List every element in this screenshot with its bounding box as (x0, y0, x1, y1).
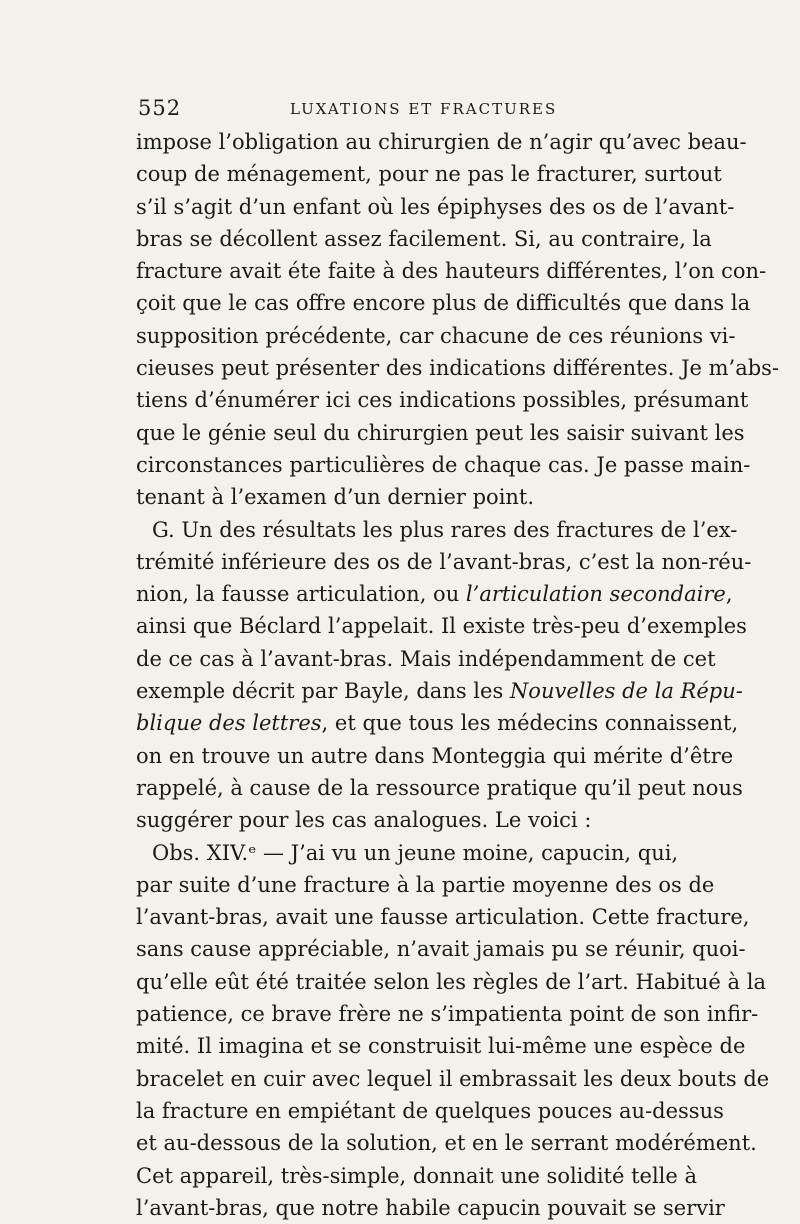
text-line (136, 1030, 746, 1062)
line-text: fracture avait éte faite à des hauteurs différentes, l’on con- (136, 259, 767, 284)
text-line (136, 643, 716, 675)
text-line (136, 772, 743, 804)
line-text: on en trouve un autre dans Monteggia qui mérite d’être (136, 743, 734, 768)
text-line (136, 578, 733, 610)
text-line (136, 933, 746, 965)
line-text: l’avant-bras, avait une fausse articulation. Cette fracture, (136, 905, 750, 930)
line-text: suggérer pour les cas analogues. Le voici : (136, 808, 592, 833)
text-line (136, 223, 712, 255)
body-text (136, 126, 780, 1220)
text-line (136, 191, 735, 223)
text-line (136, 514, 738, 546)
line-text: qu’elle eût été traitée selon les règles de l’art. Habitué à la (136, 969, 766, 994)
line-text: trémité inférieure des os de l’avant-bras, c’est la non-réu- (136, 549, 752, 574)
line-text: impose l’obligation au chirurgien de n’agir qu’avec beau- (136, 130, 747, 154)
text-line (136, 126, 747, 158)
line-text: bracelet en cuir avec lequel il embrassait les deux bouts de (136, 1066, 770, 1091)
text-line (136, 1063, 770, 1095)
line-text: patience, ce brave frère ne s’impatienta point de son infir- (136, 1002, 759, 1027)
text-line (136, 546, 752, 578)
line-text: rappelé, à cause de la ressource pratique qu’il peut nous (136, 775, 743, 800)
line-text: de ce cas à l’avant-bras. Mais indépendamment de cet (136, 646, 716, 671)
line-text-after: , et que tous les médecins connaissent, (321, 711, 739, 736)
line-text: que le génie seul du chirurgien peut les saisir suivant les (136, 420, 745, 445)
line-text: l’avant-bras, que notre habile capucin pouvait se servir (136, 1195, 725, 1220)
text-line (136, 481, 668, 513)
line-text: s’il s’agit d’un enfant où les épiphyses des os de l’avant- (136, 194, 735, 219)
text-line (136, 320, 736, 352)
text-line (136, 837, 679, 869)
line-text: tenant à l’examen d’un dernier point. (136, 485, 535, 510)
line-text: exemple décrit par Bayle, dans les (136, 679, 504, 704)
text-line (136, 255, 767, 287)
line-text: la fracture en empiétant de quelques pouces au-dessus (136, 1098, 724, 1123)
line-text: ainsi que Béclard l’appelait. Il existe très-peu d’exemples (136, 614, 747, 639)
text-line (136, 610, 747, 642)
text-line (136, 417, 745, 449)
line-text: Cet appareil, très-simple, donnait une solidité telle à (136, 1163, 698, 1188)
text-line (136, 675, 743, 707)
text-line (136, 901, 750, 933)
text-line (136, 998, 759, 1030)
line-text: et au-dessous de la solution, et en le serrant modérément. (136, 1131, 757, 1156)
text-line (136, 352, 780, 384)
line-text: supposition précédente, car chacune de ces réunions vi- (136, 323, 736, 348)
line-text-after: , (725, 582, 733, 607)
text-line (136, 1127, 757, 1159)
line-text: par suite d’une fracture à la partie moyenne des os de (136, 872, 715, 897)
text-line (136, 869, 715, 901)
italic-text: l’articulation secondaire (465, 582, 726, 607)
italic-text: blique des lettres (136, 711, 322, 736)
line-text: mité. Il imagina et se construisit lui-même une espèce de (136, 1034, 746, 1059)
text-line (136, 449, 751, 481)
line-text: G. Un des résultats les plus rares des fractures de l’ex- (152, 517, 738, 542)
text-line (136, 707, 739, 739)
text-line (136, 1095, 724, 1127)
line-text: tiens d’énumérer ici ces indications possibles, présumant (136, 388, 749, 413)
line-text: coup de ménagement, pour ne pas le fracturer, surtout (136, 162, 722, 187)
text-line (136, 384, 749, 416)
italic-text: Nouvelles de la Répu- (509, 679, 743, 704)
line-text: bras se décollent assez facilement. Si, au contraire, la (136, 226, 712, 251)
text-line (136, 804, 668, 836)
text-line (136, 740, 734, 772)
line-text: circonstances particulières de chaque cas. Je passe main- (136, 452, 751, 477)
line-text: sans cause appréciable, n’avait jamais pu se réunir, quoi- (136, 937, 746, 962)
text-line (136, 158, 722, 190)
line-text: çoit que le cas offre encore plus de difficultés que dans la (136, 291, 751, 316)
line-text: nion, la fausse articulation, ou (136, 582, 460, 607)
text-line (136, 1192, 725, 1224)
page-header (138, 96, 668, 126)
text-line (136, 966, 766, 998)
text-line (136, 287, 751, 319)
line-text: Obs. XIV.ᵉ — J’ai vu un jeune moine, capucin, qui, (152, 840, 679, 865)
running-title: LUXATIONS ET FRACTURES (290, 100, 558, 118)
line-text: cieuses peut présenter des indications différentes. Je m’abs- (136, 356, 780, 381)
text-line (136, 1160, 698, 1192)
page-number: 552 (138, 96, 182, 120)
